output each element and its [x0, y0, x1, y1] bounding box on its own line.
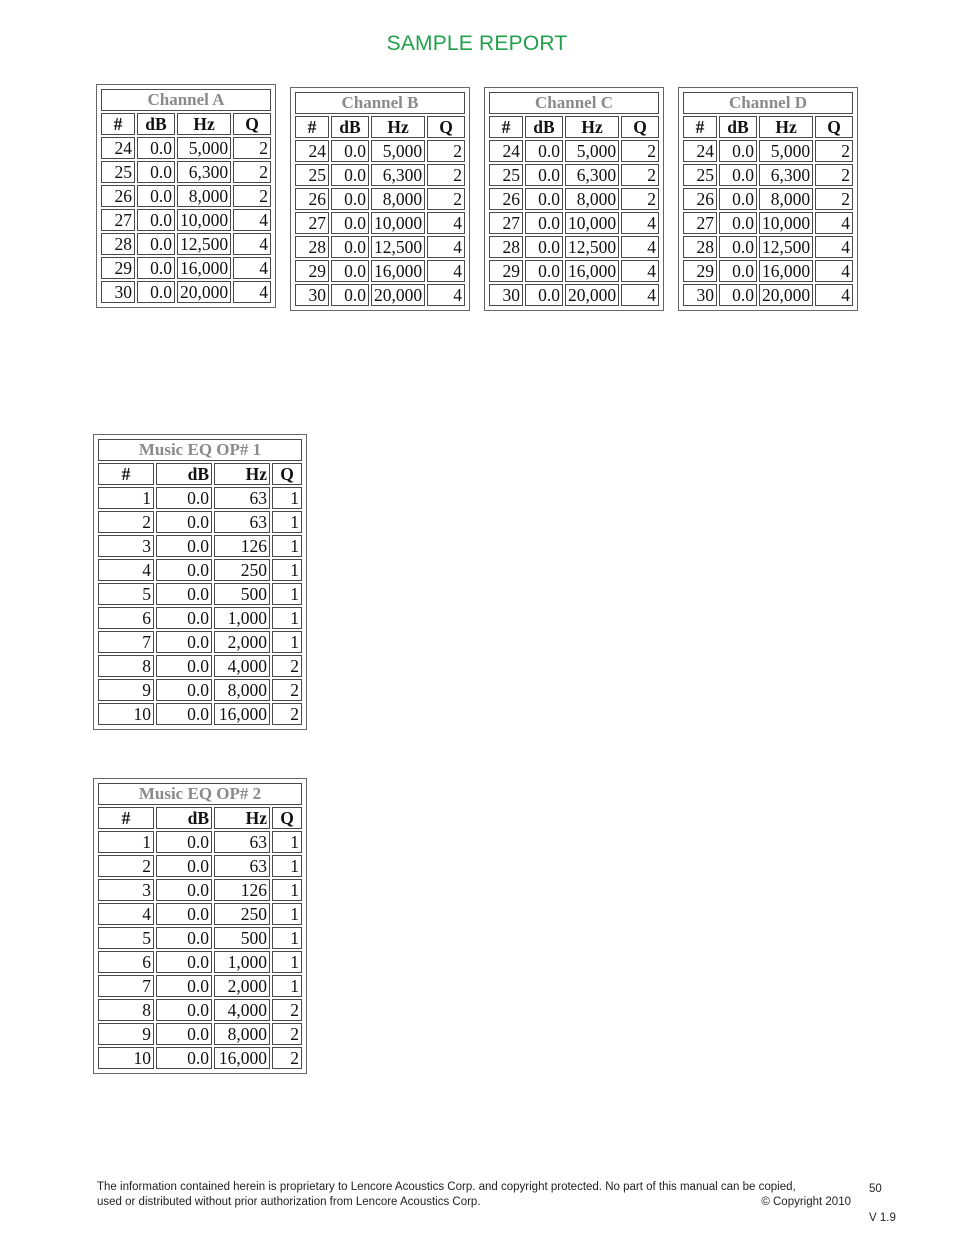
col-header-db: dB [719, 116, 757, 138]
table-row [98, 607, 302, 629]
col-header-db: dB [137, 113, 175, 135]
cell-db: 0.0 [331, 284, 369, 306]
col-header-q: Q [621, 116, 659, 138]
cell-index: 27 [101, 209, 135, 231]
cell-index: 4 [98, 559, 154, 581]
cell-q: 1 [272, 559, 302, 581]
cell-q: 2 [621, 188, 659, 210]
col-header-index: # [295, 116, 329, 138]
music-eq-op1-table [93, 434, 307, 730]
cell-hz: 500 [214, 927, 270, 949]
cell-q: 2 [427, 188, 465, 210]
cell-index: 5 [98, 927, 154, 949]
cell-db: 0.0 [331, 212, 369, 234]
table-row [489, 236, 659, 258]
eq-table [681, 90, 855, 308]
cell-hz: 1,000 [214, 607, 270, 629]
cell-db: 0.0 [331, 140, 369, 162]
cell-q: 2 [272, 1023, 302, 1045]
channel-d-table [678, 87, 858, 311]
cell-hz: 16,000 [214, 1047, 270, 1069]
cell-q: 1 [272, 903, 302, 925]
cell-db: 0.0 [156, 855, 212, 877]
cell-q: 4 [233, 257, 271, 279]
table-row [683, 164, 853, 186]
col-header-index: # [489, 116, 523, 138]
cell-db: 0.0 [137, 209, 175, 231]
cell-hz: 16,000 [371, 260, 425, 282]
table-row [98, 559, 302, 581]
cell-hz: 20,000 [565, 284, 619, 306]
cell-db: 0.0 [156, 583, 212, 605]
table-row [98, 487, 302, 509]
cell-index: 26 [101, 185, 135, 207]
cell-q: 1 [272, 535, 302, 557]
cell-index: 30 [101, 281, 135, 303]
cell-q: 2 [272, 655, 302, 677]
cell-q: 2 [272, 679, 302, 701]
cell-q: 1 [272, 855, 302, 877]
cell-q: 1 [272, 487, 302, 509]
table-row [98, 583, 302, 605]
cell-hz: 63 [214, 487, 270, 509]
cell-db: 0.0 [156, 975, 212, 997]
cell-index: 28 [489, 236, 523, 258]
cell-db: 0.0 [156, 879, 212, 901]
cell-q: 4 [815, 284, 853, 306]
cell-index: 7 [98, 631, 154, 653]
eq-table [99, 87, 273, 305]
cell-index: 25 [295, 164, 329, 186]
col-header-db: dB [525, 116, 563, 138]
cell-db: 0.0 [156, 511, 212, 533]
cell-hz: 1,000 [214, 951, 270, 973]
cell-db: 0.0 [156, 703, 212, 725]
cell-q: 4 [621, 212, 659, 234]
cell-hz: 250 [214, 559, 270, 581]
cell-hz: 20,000 [371, 284, 425, 306]
cell-index: 27 [295, 212, 329, 234]
cell-index: 2 [98, 511, 154, 533]
table-row [98, 999, 302, 1021]
cell-index: 3 [98, 535, 154, 557]
cell-q: 1 [272, 511, 302, 533]
cell-index: 29 [101, 257, 135, 279]
cell-db: 0.0 [137, 281, 175, 303]
col-header-hz: Hz [214, 807, 270, 829]
table-row [98, 511, 302, 533]
col-header-hz: Hz [371, 116, 425, 138]
cell-db: 0.0 [156, 999, 212, 1021]
cell-index: 29 [295, 260, 329, 282]
table-row [98, 655, 302, 677]
cell-db: 0.0 [719, 260, 757, 282]
table-row [101, 233, 271, 255]
cell-hz: 12,500 [759, 236, 813, 258]
cell-q: 1 [272, 975, 302, 997]
cell-index: 30 [295, 284, 329, 306]
cell-hz: 5,000 [371, 140, 425, 162]
cell-hz: 10,000 [759, 212, 813, 234]
cell-index: 5 [98, 583, 154, 605]
eq-table [293, 90, 467, 308]
cell-index: 9 [98, 679, 154, 701]
cell-hz: 16,000 [214, 703, 270, 725]
cell-db: 0.0 [156, 951, 212, 973]
cell-index: 6 [98, 607, 154, 629]
col-header-q: Q [272, 807, 302, 829]
table-row [98, 975, 302, 997]
cell-db: 0.0 [525, 212, 563, 234]
col-header-q: Q [233, 113, 271, 135]
cell-db: 0.0 [331, 188, 369, 210]
table-row [98, 703, 302, 725]
cell-q: 2 [272, 1047, 302, 1069]
cell-db: 0.0 [156, 631, 212, 653]
cell-hz: 8,000 [214, 679, 270, 701]
cell-hz: 16,000 [759, 260, 813, 282]
cell-db: 0.0 [525, 284, 563, 306]
table-row [98, 831, 302, 853]
cell-index: 29 [489, 260, 523, 282]
col-header-db: dB [331, 116, 369, 138]
channel-b-table [290, 87, 470, 311]
eq-table [96, 781, 304, 1071]
cell-q: 4 [233, 209, 271, 231]
table-row [683, 236, 853, 258]
cell-hz: 10,000 [371, 212, 425, 234]
table-row [98, 951, 302, 973]
cell-q: 2 [621, 164, 659, 186]
cell-db: 0.0 [156, 535, 212, 557]
table-row [98, 535, 302, 557]
cell-db: 0.0 [137, 233, 175, 255]
cell-hz: 12,500 [565, 236, 619, 258]
cell-index: 25 [683, 164, 717, 186]
col-header-hz: Hz [565, 116, 619, 138]
music-eq-op2-table [93, 778, 307, 1074]
cell-db: 0.0 [156, 487, 212, 509]
report-title: SAMPLE REPORT [386, 32, 568, 55]
cell-q: 1 [272, 879, 302, 901]
col-header-q: Q [815, 116, 853, 138]
cell-db: 0.0 [331, 164, 369, 186]
cell-hz: 6,300 [177, 161, 231, 183]
cell-q: 4 [233, 233, 271, 255]
cell-index: 27 [489, 212, 523, 234]
cell-q: 4 [621, 260, 659, 282]
cell-hz: 16,000 [177, 257, 231, 279]
cell-db: 0.0 [156, 1023, 212, 1045]
table-row [98, 1023, 302, 1045]
cell-q: 1 [272, 951, 302, 973]
cell-index: 27 [683, 212, 717, 234]
table-row [98, 631, 302, 653]
table-row [295, 188, 465, 210]
cell-q: 4 [233, 281, 271, 303]
cell-q: 1 [272, 583, 302, 605]
cell-db: 0.0 [137, 185, 175, 207]
table-row [295, 164, 465, 186]
table-row [98, 903, 302, 925]
cell-index: 30 [683, 284, 717, 306]
cell-hz: 5,000 [565, 140, 619, 162]
col-header-q: Q [427, 116, 465, 138]
cell-db: 0.0 [719, 188, 757, 210]
cell-db: 0.0 [719, 236, 757, 258]
col-header-index: # [98, 807, 154, 829]
cell-db: 0.0 [137, 137, 175, 159]
cell-q: 4 [621, 284, 659, 306]
cell-index: 28 [101, 233, 135, 255]
cell-hz: 12,500 [177, 233, 231, 255]
cell-q: 4 [815, 236, 853, 258]
cell-hz: 63 [214, 831, 270, 853]
table-row [489, 188, 659, 210]
table-row [295, 236, 465, 258]
cell-db: 0.0 [137, 257, 175, 279]
cell-hz: 8,000 [214, 1023, 270, 1045]
cell-index: 4 [98, 903, 154, 925]
table-row [683, 188, 853, 210]
footer-line-2: used or distributed without prior authorization from Lencore Acoustics Corp. [97, 1196, 481, 1208]
col-header-db: dB [156, 463, 212, 485]
cell-index: 9 [98, 1023, 154, 1045]
cell-q: 2 [233, 161, 271, 183]
table-row [101, 209, 271, 231]
cell-hz: 12,500 [371, 236, 425, 258]
cell-hz: 500 [214, 583, 270, 605]
cell-db: 0.0 [137, 161, 175, 183]
cell-hz: 10,000 [177, 209, 231, 231]
cell-db: 0.0 [156, 927, 212, 949]
table-caption: Music EQ OP# 1 [98, 439, 302, 461]
table-row [98, 879, 302, 901]
cell-hz: 10,000 [565, 212, 619, 234]
table-caption: Channel B [295, 92, 465, 114]
cell-db: 0.0 [719, 164, 757, 186]
col-header-db: dB [156, 807, 212, 829]
table-row [98, 855, 302, 877]
cell-index: 8 [98, 655, 154, 677]
cell-hz: 4,000 [214, 999, 270, 1021]
cell-hz: 250 [214, 903, 270, 925]
cell-q: 4 [815, 260, 853, 282]
cell-index: 7 [98, 975, 154, 997]
table-row [98, 1047, 302, 1069]
cell-index: 29 [683, 260, 717, 282]
cell-index: 10 [98, 1047, 154, 1069]
table-row [101, 257, 271, 279]
cell-db: 0.0 [719, 212, 757, 234]
table-row [295, 212, 465, 234]
cell-db: 0.0 [331, 260, 369, 282]
page-number: 50 [869, 1183, 882, 1195]
cell-hz: 4,000 [214, 655, 270, 677]
cell-q: 2 [272, 703, 302, 725]
cell-hz: 63 [214, 511, 270, 533]
cell-index: 25 [489, 164, 523, 186]
cell-db: 0.0 [525, 260, 563, 282]
table-row [295, 260, 465, 282]
cell-hz: 126 [214, 535, 270, 557]
cell-q: 2 [427, 164, 465, 186]
cell-q: 4 [427, 212, 465, 234]
col-header-index: # [683, 116, 717, 138]
cell-index: 24 [683, 140, 717, 162]
cell-q: 2 [272, 999, 302, 1021]
table-caption: Music EQ OP# 2 [98, 783, 302, 805]
cell-index: 6 [98, 951, 154, 973]
footer-disclaimer [97, 1180, 857, 1210]
col-header-hz: Hz [214, 463, 270, 485]
channel-a-table [96, 84, 276, 308]
cell-db: 0.0 [156, 655, 212, 677]
cell-q: 4 [621, 236, 659, 258]
cell-hz: 2,000 [214, 631, 270, 653]
cell-index: 1 [98, 831, 154, 853]
cell-db: 0.0 [525, 164, 563, 186]
footer-line-1: The information contained herein is proprietary to Lencore Acoustics Corp. and copyright protected. No part of this manual can be copied, [97, 1181, 796, 1193]
cell-db: 0.0 [156, 559, 212, 581]
cell-hz: 16,000 [565, 260, 619, 282]
cell-index: 24 [295, 140, 329, 162]
table-row [101, 161, 271, 183]
cell-hz: 5,000 [177, 137, 231, 159]
cell-hz: 6,300 [565, 164, 619, 186]
col-header-index: # [101, 113, 135, 135]
cell-db: 0.0 [719, 284, 757, 306]
cell-q: 2 [815, 164, 853, 186]
cell-index: 26 [683, 188, 717, 210]
cell-hz: 8,000 [371, 188, 425, 210]
cell-index: 30 [489, 284, 523, 306]
table-row [295, 284, 465, 306]
cell-index: 8 [98, 999, 154, 1021]
cell-index: 2 [98, 855, 154, 877]
cell-hz: 63 [214, 855, 270, 877]
cell-q: 2 [427, 140, 465, 162]
table-row [683, 140, 853, 162]
cell-db: 0.0 [156, 679, 212, 701]
cell-index: 3 [98, 879, 154, 901]
cell-q: 4 [427, 260, 465, 282]
table-row [98, 927, 302, 949]
cell-hz: 20,000 [759, 284, 813, 306]
cell-q: 2 [621, 140, 659, 162]
eq-table [487, 90, 661, 308]
table-row [683, 284, 853, 306]
table-row [489, 164, 659, 186]
cell-index: 28 [295, 236, 329, 258]
cell-q: 4 [815, 212, 853, 234]
version-label: V 1.9 [869, 1212, 896, 1224]
cell-db: 0.0 [156, 903, 212, 925]
table-caption: Channel D [683, 92, 853, 114]
cell-index: 10 [98, 703, 154, 725]
cell-q: 1 [272, 631, 302, 653]
table-row [489, 212, 659, 234]
eq-table [96, 437, 304, 727]
col-header-q: Q [272, 463, 302, 485]
cell-db: 0.0 [525, 236, 563, 258]
cell-db: 0.0 [719, 140, 757, 162]
cell-q: 1 [272, 927, 302, 949]
table-row [683, 260, 853, 282]
cell-index: 25 [101, 161, 135, 183]
cell-hz: 2,000 [214, 975, 270, 997]
cell-db: 0.0 [525, 188, 563, 210]
col-header-index: # [98, 463, 154, 485]
cell-db: 0.0 [525, 140, 563, 162]
cell-q: 1 [272, 607, 302, 629]
cell-q: 2 [233, 185, 271, 207]
cell-db: 0.0 [156, 831, 212, 853]
cell-index: 26 [295, 188, 329, 210]
cell-index: 24 [489, 140, 523, 162]
cell-hz: 6,300 [371, 164, 425, 186]
cell-q: 2 [233, 137, 271, 159]
table-caption: Channel C [489, 92, 659, 114]
cell-hz: 6,300 [759, 164, 813, 186]
cell-db: 0.0 [331, 236, 369, 258]
table-row [101, 281, 271, 303]
channel-c-table [484, 87, 664, 311]
table-row [489, 260, 659, 282]
cell-q: 2 [815, 188, 853, 210]
cell-index: 28 [683, 236, 717, 258]
table-row [489, 140, 659, 162]
cell-q: 1 [272, 831, 302, 853]
cell-q: 2 [815, 140, 853, 162]
cell-hz: 8,000 [177, 185, 231, 207]
cell-q: 4 [427, 284, 465, 306]
cell-q: 4 [427, 236, 465, 258]
cell-hz: 8,000 [759, 188, 813, 210]
cell-hz: 8,000 [565, 188, 619, 210]
table-row [101, 185, 271, 207]
table-caption: Channel A [101, 89, 271, 111]
col-header-hz: Hz [177, 113, 231, 135]
table-row [489, 284, 659, 306]
cell-db: 0.0 [156, 1047, 212, 1069]
cell-index: 26 [489, 188, 523, 210]
table-row [683, 212, 853, 234]
cell-index: 1 [98, 487, 154, 509]
table-row [101, 137, 271, 159]
table-row [295, 140, 465, 162]
cell-hz: 20,000 [177, 281, 231, 303]
cell-hz: 126 [214, 879, 270, 901]
cell-index: 24 [101, 137, 135, 159]
table-row [98, 679, 302, 701]
col-header-hz: Hz [759, 116, 813, 138]
copyright-notice: © Copyright 2010 [761, 1196, 851, 1208]
cell-db: 0.0 [156, 607, 212, 629]
cell-hz: 5,000 [759, 140, 813, 162]
